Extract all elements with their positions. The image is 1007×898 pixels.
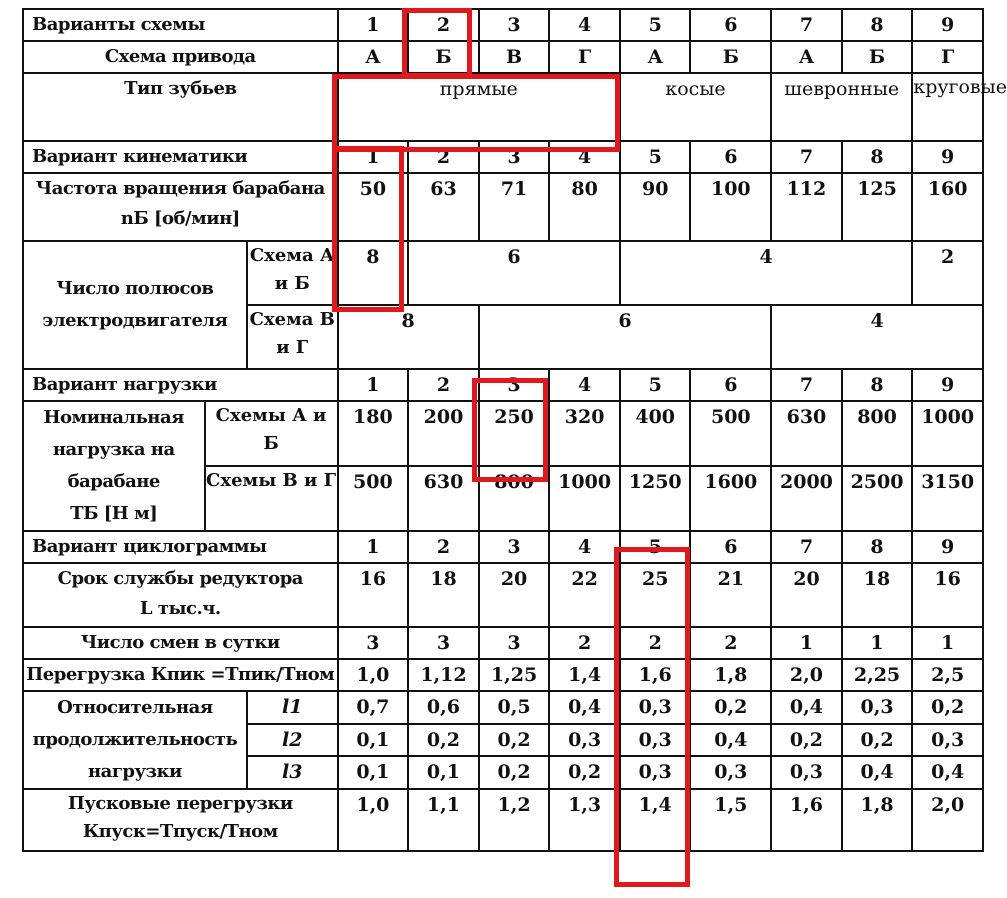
cell: 21 — [690, 563, 771, 627]
cell: 0,2 — [842, 724, 913, 757]
cell: 2 — [408, 369, 479, 401]
cell: 8 — [842, 141, 913, 173]
nominal-load-label — [23, 401, 205, 531]
cell: Г — [912, 41, 983, 73]
cell: 9 — [912, 531, 983, 563]
cell: 0,3 — [842, 691, 913, 724]
cell: 63 — [408, 173, 479, 241]
cell: 0,4 — [912, 756, 983, 789]
cell: Б — [842, 41, 913, 73]
cell: 0,7 — [338, 691, 409, 724]
cell: 1 — [338, 9, 409, 41]
variants-table — [22, 8, 1007, 852]
shifts-row — [23, 627, 983, 659]
cell: А — [620, 41, 691, 73]
cell: 8 — [842, 369, 913, 401]
cell: 1 — [338, 369, 409, 401]
teeth-row — [23, 73, 983, 141]
cell: 180 — [338, 401, 409, 466]
cell: 0,1 — [338, 756, 409, 789]
cell: 8 — [338, 305, 479, 369]
l2-label: l2 — [247, 724, 338, 757]
cell: 0,5 — [479, 691, 550, 724]
scheme-ab-label: Схема А и Б — [247, 241, 338, 305]
teeth-chevron: шевронные — [771, 73, 912, 141]
cell: 1250 — [620, 466, 691, 531]
cell: 2 — [690, 627, 771, 659]
overload-label: Перегрузка Кпик =Тпик/Тном — [23, 659, 338, 691]
cell: 500 — [690, 401, 771, 466]
cell: 0,3 — [912, 724, 983, 757]
poles-ab-row — [23, 241, 983, 305]
cell: 0,3 — [690, 756, 771, 789]
cell: 6 — [690, 531, 771, 563]
cell: 7 — [771, 531, 842, 563]
cell: 5 — [620, 9, 691, 41]
cell: 0,3 — [771, 756, 842, 789]
cell: 0,3 — [549, 724, 620, 757]
cell: 3 — [479, 141, 550, 173]
cell: 18 — [842, 563, 913, 627]
cell: 2 — [408, 141, 479, 173]
cell: 2500 — [842, 466, 913, 531]
cell: 3 — [408, 627, 479, 659]
cell: 20 — [479, 563, 550, 627]
cyclogram-variant-row — [23, 531, 983, 563]
life-unit: L тыс.ч. — [139, 598, 221, 619]
cell: 4 — [549, 369, 620, 401]
cell: 0,2 — [912, 691, 983, 724]
cell: 2000 — [771, 466, 842, 531]
cell: 0,2 — [408, 724, 479, 757]
cell: 1,4 — [549, 659, 620, 691]
cell: 9 — [912, 9, 983, 41]
cell: 2 — [408, 9, 479, 41]
cell: 500 — [338, 466, 409, 531]
cell: 4 — [549, 141, 620, 173]
load-ab-row — [23, 401, 983, 466]
cell: А — [771, 41, 842, 73]
cell: 0,3 — [620, 724, 691, 757]
nominal-load-title: Номинальная нагрузка на барабане — [43, 407, 184, 492]
cell: 1,1 — [408, 789, 479, 851]
teeth-helical: косые — [620, 73, 771, 141]
cell: 8 — [338, 241, 409, 305]
drive-label: Схема привода — [23, 41, 338, 73]
cell: Б — [408, 41, 479, 73]
cell: 4 — [549, 9, 620, 41]
cell: 400 — [620, 401, 691, 466]
cell: 16 — [912, 563, 983, 627]
cell: 1,5 — [690, 789, 771, 851]
cell: 9 — [912, 141, 983, 173]
cell: 71 — [479, 173, 550, 241]
teeth-straight: прямые — [338, 73, 620, 141]
cell: 2,5 — [912, 659, 983, 691]
start-label — [23, 789, 338, 851]
cell: 6 — [690, 141, 771, 173]
cell: 0,1 — [408, 756, 479, 789]
cell: 0,6 — [408, 691, 479, 724]
cell: 3150 — [912, 466, 983, 531]
cell: 160 — [912, 173, 983, 241]
cell: 1,6 — [620, 659, 691, 691]
cell: Г — [549, 41, 620, 73]
cell: 1,12 — [408, 659, 479, 691]
cell: 1600 — [690, 466, 771, 531]
cell: 100 — [690, 173, 771, 241]
cell: 5 — [620, 531, 691, 563]
cell: 18 — [408, 563, 479, 627]
cell: 6 — [690, 9, 771, 41]
duration-label: Относительная продолжительность нагрузки — [23, 691, 247, 789]
cell: 2 — [549, 627, 620, 659]
l1-row — [23, 691, 983, 724]
cell: 2 — [408, 531, 479, 563]
cell: 3 — [338, 627, 409, 659]
cell: 0,2 — [479, 756, 550, 789]
cell: 0,4 — [842, 756, 913, 789]
l3-label: l3 — [247, 756, 338, 789]
cell: 200 — [408, 401, 479, 466]
cell: 1 — [771, 627, 842, 659]
cell: 7 — [771, 369, 842, 401]
cell: 7 — [771, 9, 842, 41]
cell: 5 — [620, 369, 691, 401]
kinematics-variant-row — [23, 141, 983, 173]
teeth-label: Тип зубьев — [23, 73, 338, 141]
cell: 4 — [771, 305, 983, 369]
cell: 22 — [549, 563, 620, 627]
cell: 1000 — [549, 466, 620, 531]
cell: 1,6 — [771, 789, 842, 851]
cell: 2,25 — [842, 659, 913, 691]
cell: 3 — [479, 9, 550, 41]
life-row — [23, 563, 983, 627]
cell: А — [338, 41, 409, 73]
cell: 800 — [479, 466, 550, 531]
poles-label: Число полюсов электродвигателя — [23, 241, 247, 369]
shifts-label: Число смен в сутки — [23, 627, 338, 659]
cell: 8 — [842, 531, 913, 563]
drive-row — [23, 41, 983, 73]
overload-row — [23, 659, 983, 691]
cell: В — [479, 41, 550, 73]
cell: 7 — [771, 141, 842, 173]
cell: 320 — [549, 401, 620, 466]
cell: 80 — [549, 173, 620, 241]
speed-title: Частота вращения барабана — [35, 178, 325, 199]
cell: 0,2 — [690, 691, 771, 724]
cell: 112 — [771, 173, 842, 241]
start-formula: Кпуск=Тпуск/Тном — [82, 821, 278, 842]
kinematics-label: Вариант кинематики — [23, 141, 338, 173]
cell: 0,3 — [620, 756, 691, 789]
speed-row — [23, 173, 983, 241]
cell: 800 — [842, 401, 913, 466]
cell: 0,4 — [549, 691, 620, 724]
cell: 1,4 — [620, 789, 691, 851]
cell: 630 — [771, 401, 842, 466]
cell: 2,0 — [771, 659, 842, 691]
scheme-vg-label: Схема В и Г — [247, 305, 338, 369]
cell: 8 — [842, 9, 913, 41]
cell: 90 — [620, 173, 691, 241]
cell: 50 — [338, 173, 409, 241]
start-row — [23, 789, 983, 851]
cell: 6 — [408, 241, 620, 305]
cell: 0,2 — [771, 724, 842, 757]
cell: 1 — [338, 531, 409, 563]
cell: 2 — [912, 241, 983, 305]
cell: 3 — [479, 627, 550, 659]
nominal-load-unit: TБ [Н м] — [70, 503, 158, 524]
cell: 0,3 — [620, 691, 691, 724]
load-label: Вариант нагрузки — [23, 369, 338, 401]
cell: 1 — [912, 627, 983, 659]
cell: 250 — [479, 401, 550, 466]
speed-unit: nБ [об/мин] — [120, 208, 240, 229]
cell: 5 — [620, 141, 691, 173]
life-label — [23, 563, 338, 627]
start-title: Пусковые перегрузки — [67, 793, 293, 814]
scheme-variant-row — [23, 9, 983, 41]
cell: 630 — [408, 466, 479, 531]
cell: 1,8 — [690, 659, 771, 691]
cell: 1,25 — [479, 659, 550, 691]
cell: 6 — [690, 369, 771, 401]
cyclogram-label: Вариант циклограммы — [23, 531, 338, 563]
cell: 1,0 — [338, 789, 409, 851]
cell: 1,0 — [338, 659, 409, 691]
speed-label — [23, 173, 338, 241]
cell: 4 — [620, 241, 912, 305]
cell: 3 — [479, 531, 550, 563]
life-title: Срок службы редуктора — [57, 568, 303, 589]
cell: 0,4 — [771, 691, 842, 724]
cell: 16 — [338, 563, 409, 627]
cell: 1,3 — [549, 789, 620, 851]
cell: 0,2 — [479, 724, 550, 757]
cell: 2,0 — [912, 789, 983, 851]
cell: 1 — [338, 141, 409, 173]
cell: 0,4 — [690, 724, 771, 757]
cell: 20 — [771, 563, 842, 627]
cell: 25 — [620, 563, 691, 627]
cell: 4 — [549, 531, 620, 563]
cell: 3 — [479, 369, 550, 401]
cell: 125 — [842, 173, 913, 241]
cell: 0,2 — [549, 756, 620, 789]
cell: 0,1 — [338, 724, 409, 757]
schemes-ab-label: Схемы А и Б — [205, 401, 338, 466]
cell: 1 — [842, 627, 913, 659]
l1-label: l1 — [247, 691, 338, 724]
cell: 9 — [912, 369, 983, 401]
cell: Б — [690, 41, 771, 73]
cell: 1,2 — [479, 789, 550, 851]
scheme-variant-label: Варианты схемы — [23, 9, 338, 41]
cell: 2 — [620, 627, 691, 659]
load-variant-row — [23, 369, 983, 401]
teeth-circular: круговые — [912, 73, 983, 141]
cell: 1,8 — [842, 789, 913, 851]
schemes-vg-label: Схемы В и Г — [205, 466, 338, 531]
cell: 1000 — [912, 401, 983, 466]
cell: 6 — [479, 305, 771, 369]
